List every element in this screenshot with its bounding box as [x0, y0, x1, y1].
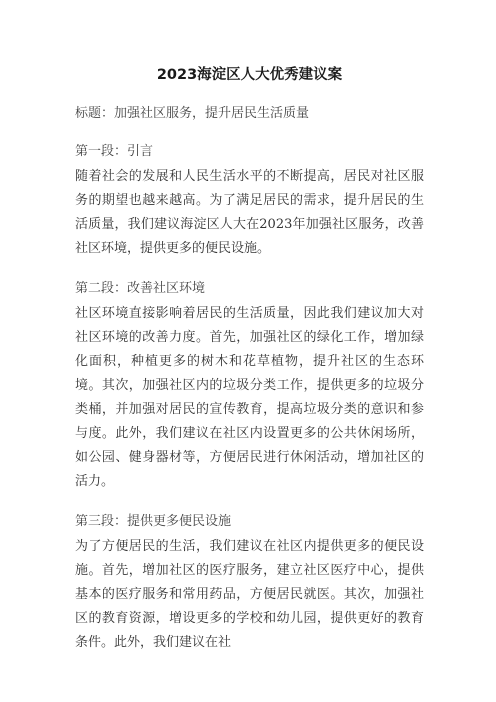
section-body: 社区环境直接影响着居民的生活质量，因此我们建议加大对社区环境的改善力度。首先，加强社区的绿化工作，增加绿化面积，种植更多的树木和花草植物，提升社区的生态环境。其次，加强社区内的垃圾分类工作，提供更多的垃圾分类桶，并加强对居民的宣传教育，提高垃圾分类的意识和参与度。此外，我们建议在社区内设置更多的公共休闲场所，如公园、健身器材等，方便居民进行休闲活动，增加社区的活力。 — [75, 306, 424, 489]
section-body: 为了方便居民的生活，我们建议在社区内提供更多的便民设施。首先，增加社区的医疗服务，建立社区医疗中心，提供基本的医疗服务和常用药品，方便居民就医。其次，加强社区的教育资源，增设更多的学校和幼儿园，提供更好的教育条件。此外，我们建议在社 — [75, 539, 424, 650]
section-body: 随着社会的发展和人民生活水平的不断提高，居民对社区服务的期望也越来越高。为了满足居民的需求，提升居民的生活质量，我们建议海淀区人大在2023年加强社区服务，改善社区环境，提供更多的便民设施。 — [75, 169, 424, 256]
document-subject: 标题：加强社区服务，提升居民生活质量 — [75, 106, 310, 121]
document-title: 2023海淀区人大优秀建议案 — [156, 67, 343, 83]
section-facilities — [75, 512, 424, 655]
section-heading: 第一段：引言 — [75, 144, 154, 159]
section-heading: 第二段：改善社区环境 — [75, 281, 206, 296]
section-intro — [75, 142, 424, 261]
section-environment — [75, 279, 424, 494]
section-heading: 第三段：提供更多便民设施 — [75, 514, 232, 529]
